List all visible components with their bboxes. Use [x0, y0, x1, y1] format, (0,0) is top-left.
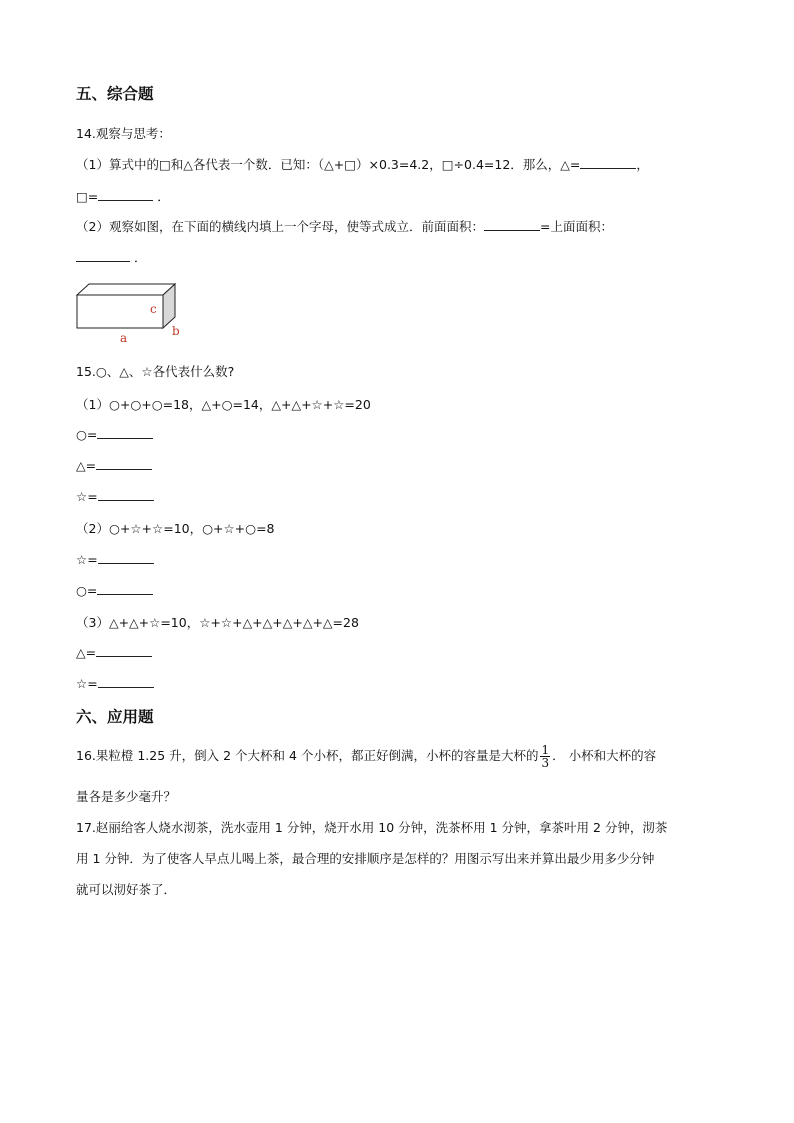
q15-p1-circle-blank[interactable] [97, 426, 153, 439]
section-6-title: 六、应用题 [76, 708, 154, 726]
cuboid-label-b: b [172, 324, 180, 338]
q14-part1-end: ， [636, 157, 649, 172]
q16-fraction [540, 744, 550, 769]
q16-text-b: ． 小杯和大杯的容 [552, 748, 657, 763]
q15-part2: （2）○+☆+☆=10，○+☆+○=8 [76, 521, 275, 536]
q15-p3-triangle-label: △= [76, 645, 97, 660]
q16-fraction-numerator: 1 [541, 743, 550, 757]
q15-part1-answer-star [76, 488, 154, 504]
q15-p1-triangle-label: △= [76, 458, 97, 473]
q15-part1-answer-circle [76, 426, 153, 442]
q15-p2-circle-label: ○= [76, 583, 98, 598]
q14-part2 [76, 217, 613, 235]
q17-line3: 就可以沏好茶了． [76, 882, 177, 897]
q14-part1 [76, 155, 649, 173]
q14-square-label: □= [76, 189, 99, 204]
q15-p1-circle-label: ○= [76, 427, 98, 442]
q16-text-a: 16.果粒橙 1.25 升，倒入 2 个大杯和 4 个小杯，都正好倒满，小杯的容量是大杯的 [76, 748, 539, 763]
q14-part2-line2 [76, 248, 147, 266]
q14-top-area-blank[interactable] [76, 249, 130, 262]
q15-p3-star-label: ☆= [76, 676, 98, 691]
q16-fraction-denominator: 3 [541, 756, 550, 770]
q15-p1-star-blank[interactable] [98, 488, 154, 501]
q15-part2-answer-circle [76, 582, 153, 598]
q16-line1 [76, 744, 656, 769]
q15-title: 15.○、△、☆各代表什么数? [76, 364, 235, 379]
cuboid-label-c: c [150, 302, 157, 316]
q17-line2: 用 1 分钟．为了使客人早点儿喝上茶，最合理的安排顺序是怎样的？用图示写出来并算出最少用多少分钟 [76, 851, 655, 866]
q16-line2: 量各是多少毫升？ [76, 789, 177, 804]
q15-p2-circle-blank[interactable] [97, 582, 153, 595]
q15-part3-answer-triangle [76, 644, 152, 660]
cuboid-figure [74, 280, 186, 346]
q14-front-area-blank[interactable] [484, 218, 540, 231]
q15-part3: （3）△+△+☆=10，☆+☆+△+△+△+△+△=28 [76, 615, 359, 630]
q14-part2-mid: =上面面积： [539, 219, 613, 234]
q14-part2-text: （2）观察如图，在下面的横线内填上一个字母，使等式成立．前面面积： [76, 219, 484, 234]
q15-p2-star-blank[interactable] [98, 551, 154, 564]
q14-answer-triangle-blank[interactable] [580, 156, 636, 169]
q14-answer-square-blank[interactable] [98, 188, 153, 201]
q15-p3-star-blank[interactable] [98, 675, 154, 688]
q15-p1-triangle-blank[interactable] [96, 457, 152, 470]
q15-part2-answer-star [76, 551, 154, 567]
section-5-title: 五、综合题 [76, 85, 154, 103]
cuboid-label-a: a [120, 331, 128, 345]
q15-p2-star-label: ☆= [76, 552, 98, 567]
q15-part3-answer-star [76, 675, 154, 691]
q15-part1: （1）○+○+○=18，△+○=14，△+△+☆+☆=20 [76, 397, 371, 412]
q14-part1-text: （1）算式中的□和△各代表一个数．已知：（△+□）×0.3=4.2，□÷0.4=12．那么，△= [76, 157, 581, 172]
q17-line1: 17.赵丽给客人烧水沏茶，洗水壶用 1 分钟，烧开水用 10 分钟，洗茶杯用 1 分钟，拿茶叶用 2 分钟，沏茶 [76, 820, 668, 835]
q14-title: 14.观察与思考： [76, 126, 171, 141]
q14-part2-end: ． [133, 250, 147, 265]
q15-part1-answer-triangle [76, 457, 152, 473]
q14-part1-line2 [76, 187, 170, 205]
q15-p1-star-label: ☆= [76, 489, 98, 504]
q15-p3-triangle-blank[interactable] [96, 644, 152, 657]
q14-part1-line2-end: ． [157, 189, 170, 204]
